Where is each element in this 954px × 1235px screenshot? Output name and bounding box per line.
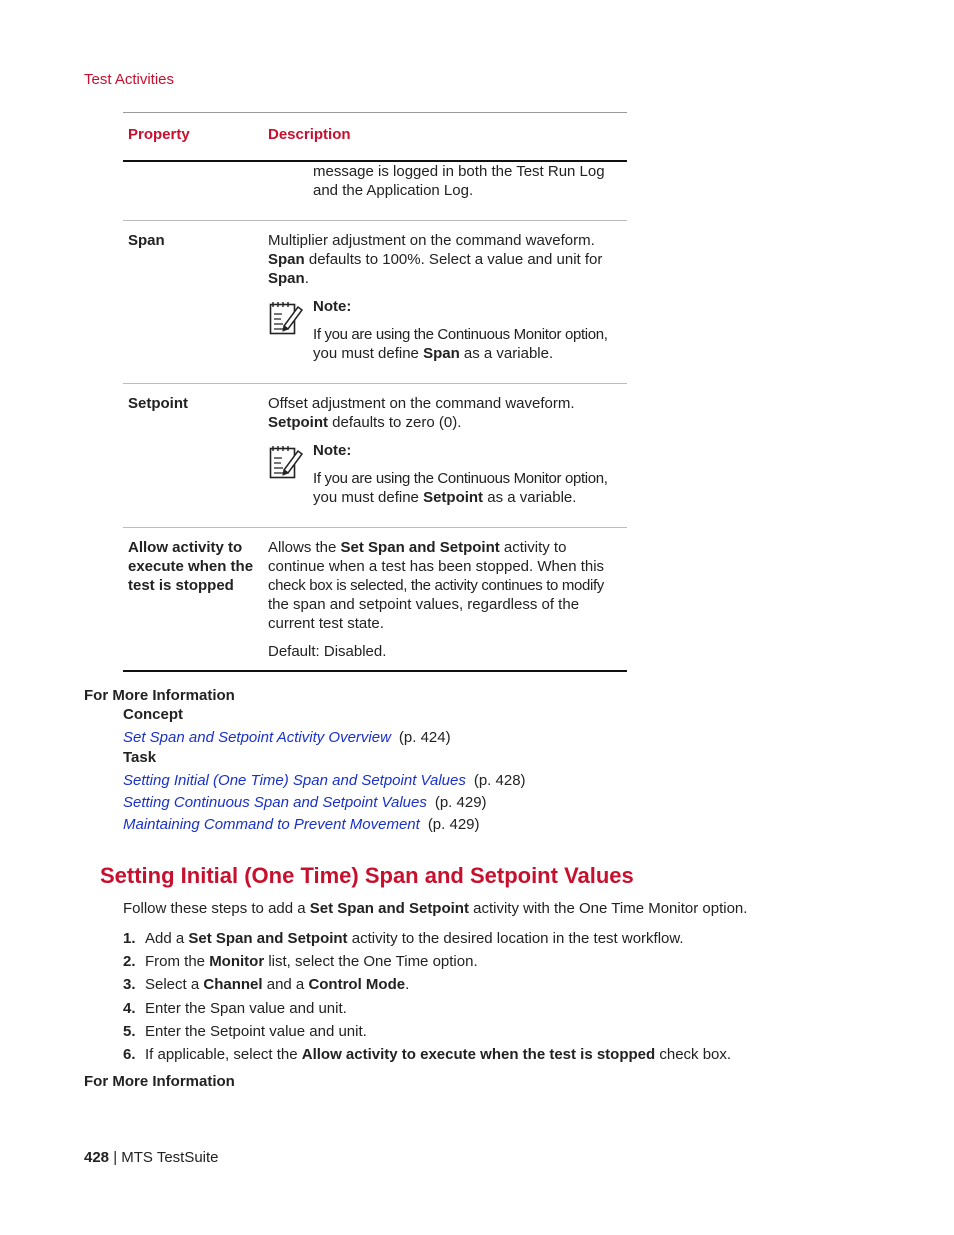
table-top-rule: [123, 112, 627, 113]
note-pencil-icon: [268, 443, 304, 479]
product-name: MTS TestSuite: [121, 1149, 219, 1166]
step-number: 5.: [123, 1023, 136, 1040]
row-divider: [123, 527, 627, 528]
task-link-row: [123, 793, 487, 812]
page-ref: (p. 424): [398, 729, 451, 746]
table-row-continued: message is logged in both the Test Run Log and the Application Log.: [313, 163, 605, 199]
more-info-title: For More Information: [84, 1073, 235, 1090]
section-heading: Setting Initial (One Time) Span and Setpoint Values: [100, 863, 634, 888]
concept-label: Concept: [123, 706, 183, 723]
property-span: Span: [128, 232, 165, 249]
step-number: 3.: [123, 976, 136, 993]
link-set-span-overview[interactable]: Set Span and Setpoint Activity Overview: [123, 729, 391, 746]
note-setpoint: Note: If you are using the Continuous Monitor option, you must define Setpoint as a variable.: [313, 442, 608, 506]
page-ref: (p. 429): [434, 794, 487, 811]
row-divider: [123, 220, 627, 221]
note-span: Note: If you are using the Continuous Monitor option, you must define Span as a variable.: [313, 298, 608, 362]
step-text: Select a Channel and a Control Mode.: [145, 976, 410, 993]
row-divider: [123, 383, 627, 384]
step-number: 6.: [123, 1046, 136, 1063]
page-footer: 428 | MTS TestSuite: [84, 1149, 219, 1166]
page-ref: (p. 429): [427, 816, 480, 833]
link-setting-initial[interactable]: Setting Initial (One Time) Span and Setpoint Values: [123, 772, 466, 789]
step-text: If applicable, select the Allow activity to execute when the test is stopped check box.: [145, 1046, 732, 1063]
task-link-row: [123, 771, 526, 790]
column-header-property: Property: [128, 126, 190, 143]
step-text: From the Monitor list, select the One Time option.: [145, 953, 478, 970]
step-number: 4.: [123, 1000, 136, 1017]
section-header: Test Activities: [84, 71, 175, 88]
column-header-description: Description: [268, 126, 351, 143]
property-setpoint: Setpoint: [128, 395, 188, 412]
property-allow-activity: Allow activity to execute when the test is stopped: [128, 539, 254, 594]
default-value: Default: Disabled.: [268, 643, 387, 660]
note-pencil-icon: [268, 299, 304, 335]
description-setpoint: Offset adjustment on the command waveform. Setpoint defaults to zero (0).: [268, 395, 575, 431]
concept-link-row: [123, 728, 451, 747]
intro-paragraph: Follow these steps to add a Set Span and Setpoint activity with the One Time Monitor option.: [123, 900, 748, 917]
table-bottom-rule: [123, 670, 627, 672]
task-link-row: [123, 815, 480, 834]
step-number: 2.: [123, 953, 136, 970]
more-info-title: For More Information: [84, 687, 235, 704]
link-maintaining-command[interactable]: Maintaining Command to Prevent Movement: [123, 816, 420, 833]
task-label: Task: [123, 749, 157, 766]
step-text: Enter the Span value and unit.: [145, 1000, 347, 1017]
description-span: Multiplier adjustment on the command waveform. Span defaults to 100%. Select a value and unit for Span.: [268, 232, 603, 287]
step-number: 1.: [123, 930, 136, 947]
page-ref: (p. 428): [473, 772, 526, 789]
link-setting-continuous[interactable]: Setting Continuous Span and Setpoint Values: [123, 794, 427, 811]
page-number: 428: [84, 1149, 110, 1166]
description-allow-activity: Allows the Set Span and Setpoint activity to continue when a test has been stopped. When this check box is selected, the activity continues to modify the span and setpoint values, regardless of the current test state. Default: Disabled.: [268, 538, 628, 661]
step-text: Enter the Setpoint value and unit.: [145, 1023, 367, 1040]
step-text: Add a Set Span and Setpoint activity to the desired location in the test workflow.: [145, 930, 684, 947]
